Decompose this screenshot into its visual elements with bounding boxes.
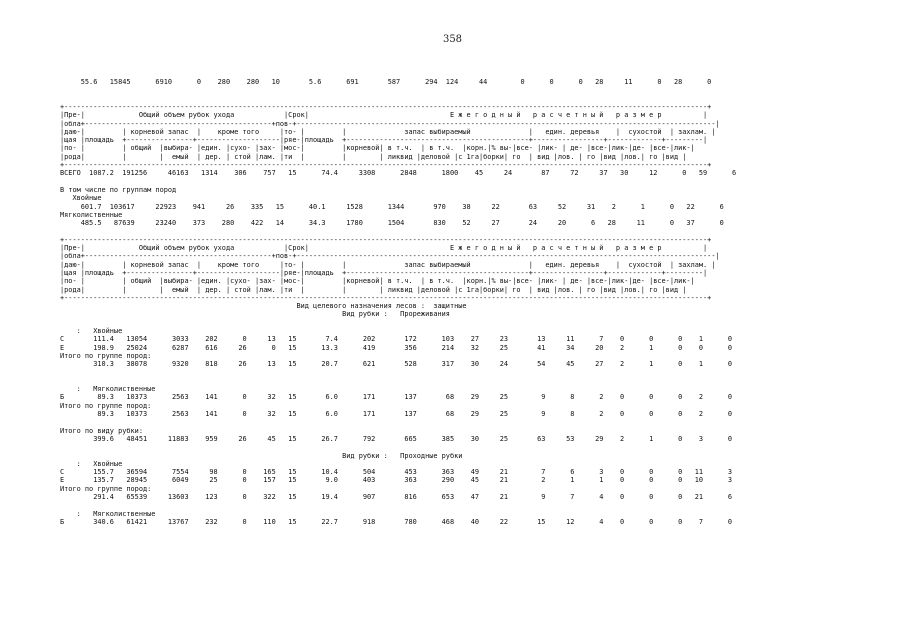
report-line: |рода| | | емый | дер. | стой |лам. |ти | | | ликвид |деловой |с 1га|борки| го | вид |лов. | го |вид |лов.| го |вид | bbox=[60, 285, 687, 294]
report-line: 310.3 38078 9320 818 26 13 15 20.7 621 528 317 30 24 54 45 27 2 1 0 1 0 bbox=[60, 360, 733, 369]
report-line: |даю-| | корневой запас | кроме того |то- | | запас выбираемый | един. деревья | сухостой | захлам. | bbox=[60, 260, 716, 269]
report-line: 485.5 87639 23240 373 280 422 14 34.3 1780 1504 830 52 27 24 20 6 28 11 0 37 0 bbox=[60, 219, 724, 228]
report-line: : Мягколиственные bbox=[60, 509, 156, 518]
report-line: |щая |площадь +----------------+--------------------|ряе-|площадь +--------------------------------------------+-----------------+-------------+---------| bbox=[60, 136, 708, 145]
report-line: : Хвойные bbox=[60, 327, 123, 335]
report-line: +-----------------------------------------------------------------------------------------------------------------------------------------------------------+ bbox=[60, 161, 712, 169]
report-line: 55.6 15845 6910 0 280 280 10 5.6 691 587 294 124 44 0 0 0 28 11 0 28 0 bbox=[60, 78, 712, 86]
report-line: 601.7 103617 22923 941 26 335 15 40.1 1528 1344 970 38 22 63 52 31 2 1 0 22 6 bbox=[60, 202, 724, 211]
report-line: 399.6 48451 11883 959 26 45 15 26.7 792 665 385 30 25 63 53 29 2 1 0 3 0 bbox=[60, 434, 733, 443]
report-line: Вид рубки : Проходные рубки bbox=[60, 451, 463, 460]
report-line: |Пре-| Общий объем рубок ухода |Срок| Е ж е г о д н ы й р а с ч е т н ы й р а з м е р | bbox=[60, 111, 708, 120]
report-line: Итого по группе пород: bbox=[60, 401, 152, 410]
report-line: |обла+---------------------------------------------+пов-+-----------------------------------------------------------------------------------------------------| bbox=[60, 119, 720, 128]
report-line: Итого по виду рубки: bbox=[60, 426, 143, 435]
report-line: С 155.7 36594 7554 98 0 165 15 10.4 504 453 363 49 21 7 6 3 0 0 0 11 3 bbox=[60, 468, 733, 477]
report-line: |Пре-| Общий объем рубок ухода |Срок| Е ж е г о д н ы й р а с ч е т н ы й р а з м е р | bbox=[60, 244, 708, 252]
report-line: Хвойные bbox=[60, 194, 102, 203]
report-line: 89.3 10373 2563 141 0 32 15 6.0 171 137 68 29 25 9 8 2 0 0 0 2 0 bbox=[60, 410, 733, 418]
report-line: |обла+---------------------------------------------+пов-+-----------------------------------------------------------------------------------------------------| bbox=[60, 252, 720, 261]
report-line: |даю-| | корневой запас | кроме того |то- | | запас выбираемый | един. деревья | сухостой | захлам. | bbox=[60, 127, 716, 136]
report-line: |по- | | общий |выбира- |един. |сухо- |зах- |мос-| |корневой| в т.ч. | в т.ч. |корн.|% вы-|все- |лик- | де- |все-|лик-|де- |все-|лик-| bbox=[60, 144, 695, 153]
report-line: |щая |площадь +----------------+--------------------|ряе-|площадь +--------------------------------------------+-----------------+-------------+---------| bbox=[60, 268, 708, 277]
report-line: Мягколиственные bbox=[60, 210, 123, 219]
report-line: С 111.4 13054 3033 202 0 13 15 7.4 202 172 103 27 23 13 11 7 0 0 0 1 0 bbox=[60, 335, 733, 344]
report-line: : Мягколиственные bbox=[60, 385, 156, 394]
report-line: +-----------------------------------------------------------------------------------------------------------------------------------------------------------+ bbox=[60, 293, 712, 302]
report-line: В том числе по группам пород bbox=[60, 185, 177, 194]
report-line: Б 89.3 10373 2563 141 0 32 15 6.0 171 137 68 29 25 9 8 2 0 0 0 2 0 bbox=[60, 393, 733, 402]
report-line: Итого по группе пород: bbox=[60, 484, 152, 493]
report-line: |по- | | общий |выбира- |един. |сухо- |зах- |мос-| |корневой| в т.ч. | в т.ч. |корн.|% вы-|все- |лик- | де- |все-|лик-|де- |все-|лик-| bbox=[60, 277, 695, 286]
report-line: : Хвойные bbox=[60, 459, 123, 468]
report-line: ВСЕГО 1087.2 191256 46163 1314 306 757 15 74.4 3308 2848 1800 45 24 87 72 37 30 12 0 59 6 bbox=[60, 169, 737, 178]
report-line: Е 135.7 28945 6049 25 0 157 15 9.0 403 363 290 45 21 2 1 1 0 0 0 10 3 bbox=[60, 476, 733, 485]
report-line: Итого по группе пород: bbox=[60, 351, 152, 360]
report-line: Б 340.6 61421 13767 232 0 110 15 22.7 918 780 468 40 22 15 12 4 0 0 0 7 0 bbox=[60, 517, 733, 526]
report-line: Вид рубки : Прореживания bbox=[60, 310, 450, 319]
report-line: 291.4 65539 13603 123 0 322 15 19.4 907 816 653 47 21 9 7 4 0 0 0 21 6 bbox=[60, 493, 733, 501]
report-line: +-----------------------------------------------------------------------------------------------------------------------------------------------------------+ bbox=[60, 235, 712, 244]
report-line: Вид целевого назначения лесов : защитные bbox=[60, 302, 467, 311]
page-number: 358 bbox=[442, 34, 463, 45]
report-line: |рода| | | емый | дер. | стой |лам. |ти | | | ликвид |деловой |с 1га|борки| го | вид |лов. | го |вид |лов.| го |вид | bbox=[60, 152, 687, 161]
report-line: +-----------------------------------------------------------------------------------------------------------------------------------------------------------+ bbox=[60, 102, 712, 111]
report-line: Е 198.9 25024 6287 616 26 0 15 13.3 419 356 214 32 25 41 34 20 2 1 0 0 0 bbox=[60, 343, 733, 352]
